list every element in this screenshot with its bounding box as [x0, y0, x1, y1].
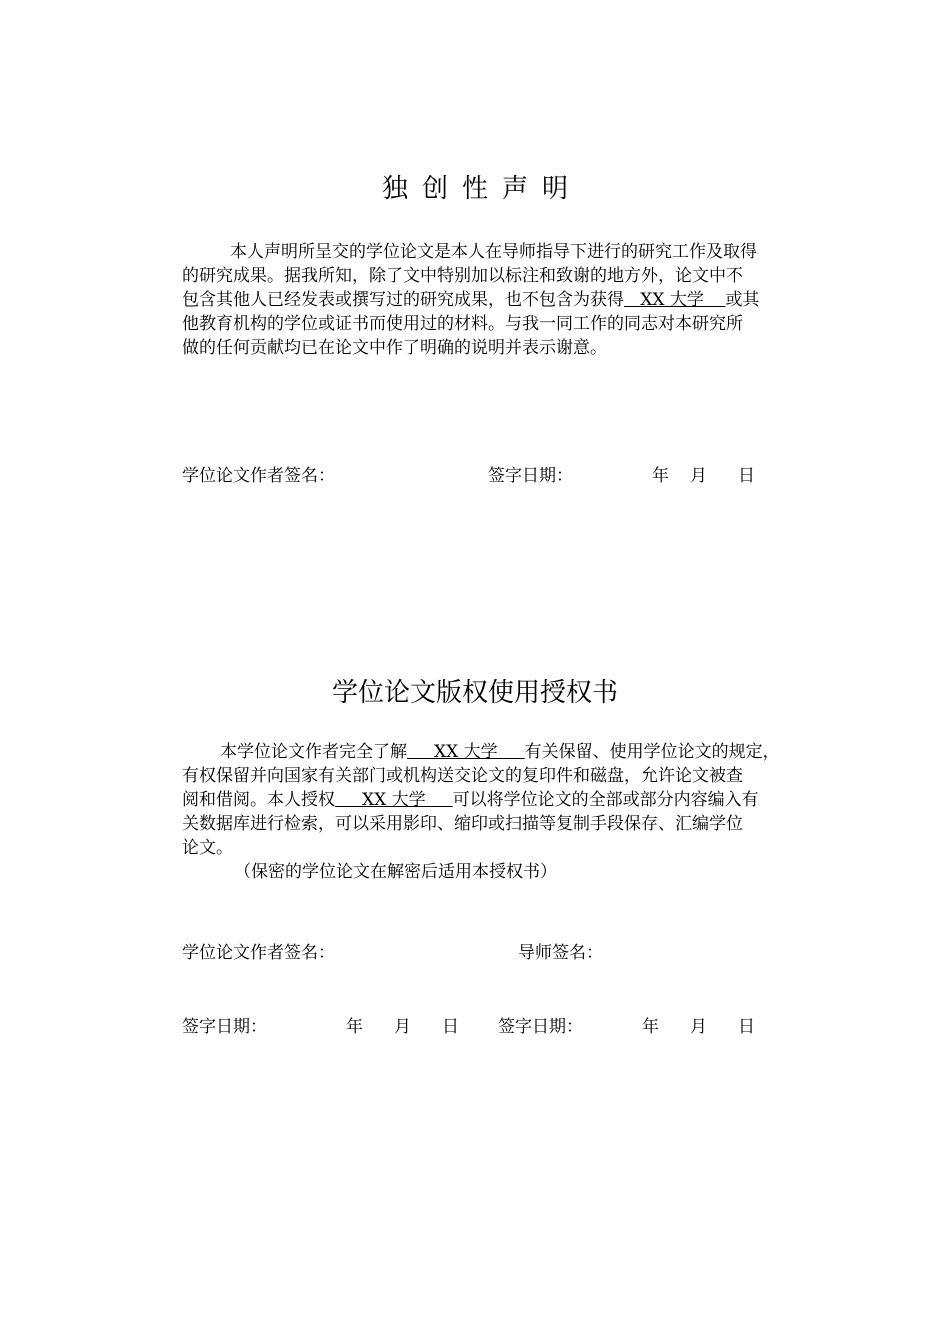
supervisor-year-label: 年 — [642, 1017, 659, 1037]
authorization-line-5: 论文。 — [182, 838, 233, 858]
authorization-line-3-end: 可以将学位论文的全部或部分内容编入有 — [452, 790, 759, 810]
confidential-note: （保密的学位论文在解密后适用本授权书） — [234, 862, 557, 882]
supervisor-month-label: 月 — [690, 1017, 707, 1037]
author-signature-label: 学位论文作者签名： — [182, 943, 335, 963]
university-blank: XX 大学 — [407, 742, 525, 762]
authorization-title: 学位论文版权使用授权书 — [331, 678, 618, 708]
declaration-title: 独创性声明 — [381, 174, 582, 204]
author-day-label: 日 — [442, 1017, 459, 1037]
author-signature-label: 学位论文作者签名： — [182, 466, 335, 486]
authorization-line-1-text: 本学位论文作者完全了解 — [220, 742, 407, 762]
authorization-line-1 — [182, 740, 842, 764]
month-label: 月 — [690, 466, 707, 486]
supervisor-day-label: 日 — [738, 1017, 755, 1037]
authorization-line-1-end: 有关保留、使用学位论文的规定， — [524, 742, 780, 762]
declaration-line-3 — [182, 288, 842, 312]
authorization-line-3 — [182, 788, 842, 812]
authorization-line-3-text: 阅和借阅。本人授权 — [182, 790, 335, 810]
author-date-label: 签字日期： — [182, 1017, 267, 1037]
date-label: 签字日期： — [488, 466, 573, 486]
author-month-label: 月 — [394, 1017, 411, 1037]
declaration-line-2: 的研究成果。据我所知，除了文中特别加以标注和致谢的地方外，论文中不 — [182, 266, 743, 286]
year-label: 年 — [652, 466, 669, 486]
supervisor-signature-label: 导师签名： — [518, 943, 603, 963]
declaration-paragraph — [182, 240, 842, 360]
day-label: 日 — [738, 466, 755, 486]
supervisor-date-label: 签字日期： — [498, 1017, 583, 1037]
declaration-line-5: 做的任何贡献均已在论文中作了明确的说明并表示谢意。 — [182, 338, 607, 358]
authorization-paragraph — [182, 740, 842, 884]
declaration-line-4: 他教育机构的学位或证书而使用过的材料。与我一同工作的同志对本研究所 — [182, 314, 743, 334]
declaration-line-3-end: 或其 — [725, 290, 760, 310]
author-year-label: 年 — [346, 1017, 363, 1037]
university-blank: XX 大学 — [335, 790, 453, 810]
declaration-line-3-text: 包含其他人已经发表或撰写过的研究成果，也不包含为获得 — [182, 290, 624, 310]
authorization-line-2: 有权保留并向国家有关部门或机构送交论文的复印件和磁盘，允许论文被查 — [182, 766, 743, 786]
university-blank: XX 大学 — [624, 290, 726, 310]
declaration-line-1: 本人声明所呈交的学位论文是本人在导师指导下进行的研究工作及取得 — [230, 242, 757, 262]
authorization-line-4: 关数据库进行检索，可以采用影印、缩印或扫描等复制手段保存、汇编学位 — [182, 814, 743, 834]
